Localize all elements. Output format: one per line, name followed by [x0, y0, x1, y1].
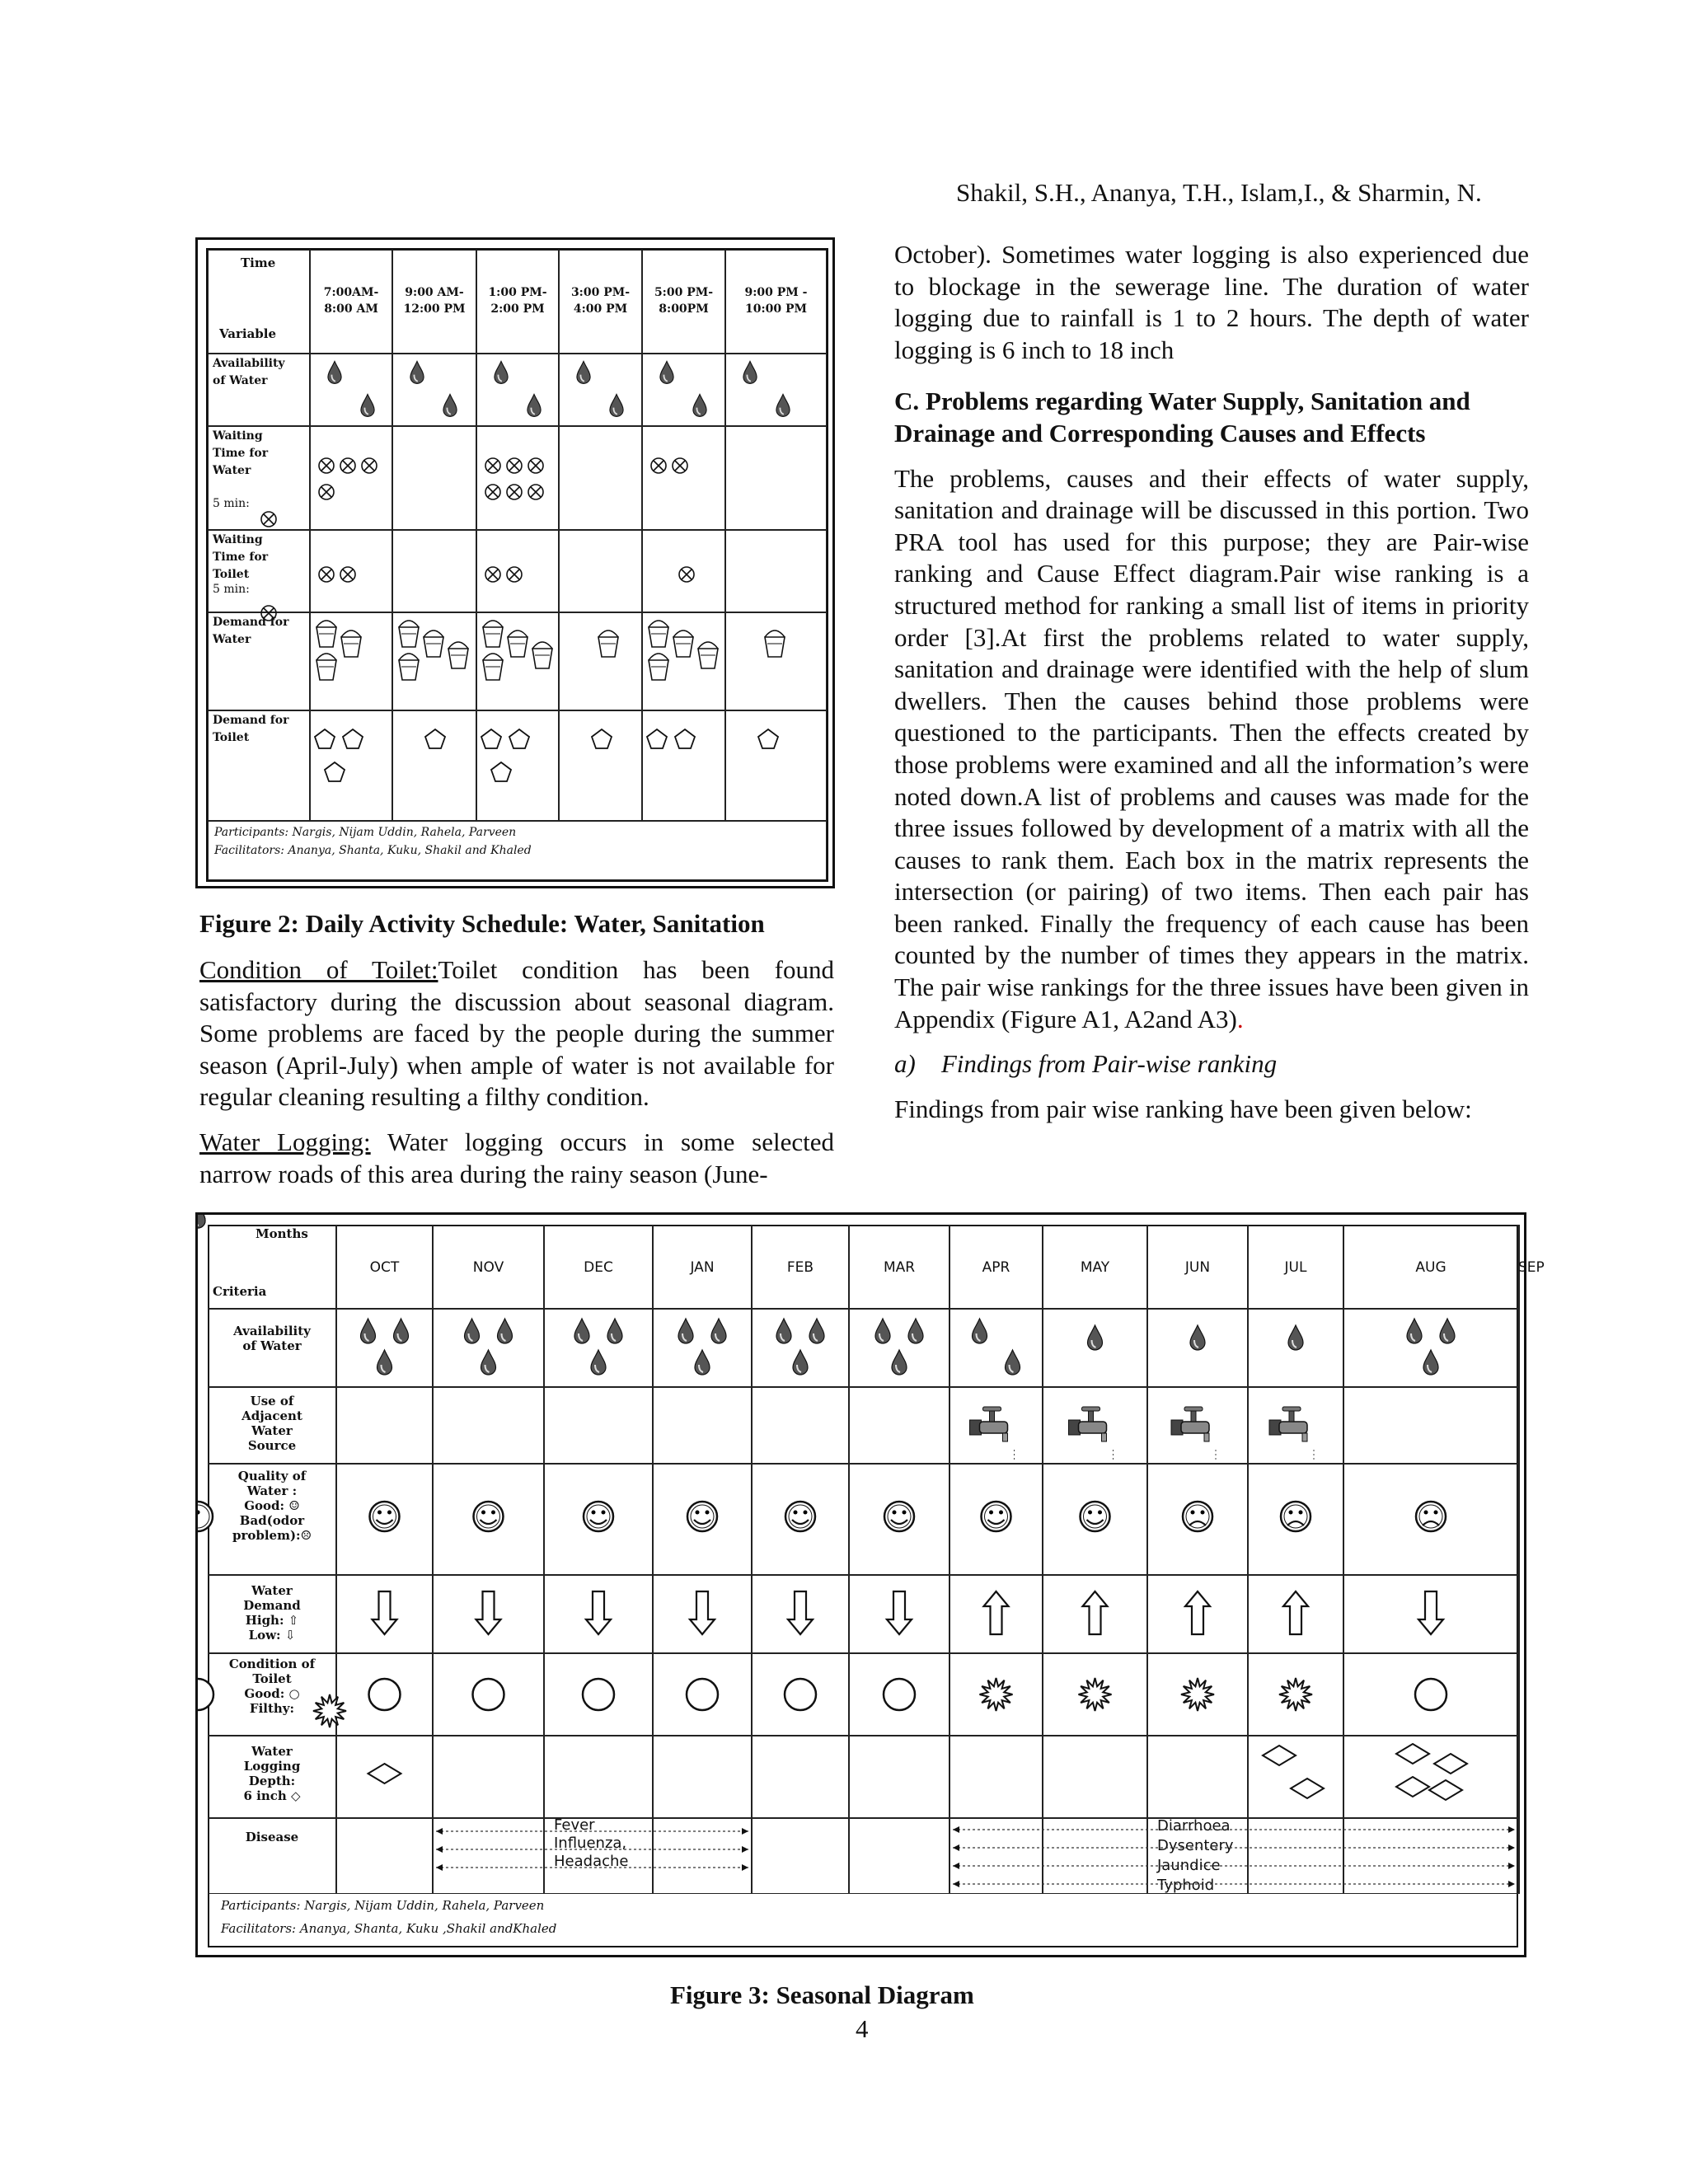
time-unit-icon — [485, 458, 500, 473]
disease-duration-arrow — [953, 1826, 1515, 1833]
fig2-time-header: 1:00 PM- 2:00 PM — [488, 286, 547, 316]
bucket-icon — [483, 621, 503, 647]
bucket-icon — [399, 621, 419, 647]
sad-face-bad-icon — [1416, 1502, 1446, 1531]
left-column-text — [199, 954, 834, 1190]
water-drop-icon — [973, 1319, 987, 1343]
figure-2-caption: Figure 2: Daily Activity Schedule: Water, Sanitation — [199, 909, 765, 938]
water-drop-icon — [574, 1319, 589, 1343]
fig2-row-label: Waiting Time for Toilet — [213, 533, 269, 581]
time-unit-icon — [261, 606, 276, 621]
fig2-time-header: 5:00 PM- 8:00PM — [654, 286, 714, 316]
diamond-water-logging-icon — [1429, 1780, 1462, 1800]
fig2-legend-5min: 5 min: — [213, 583, 250, 596]
disease-duration-arrow — [953, 1844, 1515, 1851]
water-drop-icon — [908, 1319, 923, 1343]
time-unit-icon — [362, 458, 377, 473]
circle-good-toilet-icon — [785, 1679, 816, 1710]
water-drop-icon — [443, 394, 457, 416]
water-drop-icon — [875, 1319, 890, 1343]
burst-filthy-toilet-icon — [313, 1694, 346, 1727]
arrow-up-high-demand-icon — [984, 1591, 1009, 1634]
fig2-corner-time: Time — [241, 255, 276, 270]
fig3-month-nov: NOV — [472, 1259, 504, 1276]
fig3-month-jan: JAN — [690, 1259, 715, 1276]
fig3-participants: Participants: Nargis, Nijam Uddin, Rahela, Parveen — [221, 1898, 545, 1913]
fig3-row-label: Availability of Water — [233, 1324, 311, 1353]
water-drop-icon — [528, 394, 541, 416]
water-drop-icon — [693, 394, 706, 416]
toilet-demand-pentagon-icon — [647, 729, 667, 748]
disease-duration-arrow — [436, 1828, 748, 1835]
paragraph-findings: Findings from pair wise ranking have been given below: — [894, 1094, 1472, 1123]
arrow-down-low-demand-icon — [373, 1591, 397, 1634]
fig3-corner-months: Months — [256, 1226, 308, 1241]
time-unit-icon — [319, 567, 334, 582]
toilet-heading: Condition of Toilet: — [199, 955, 438, 984]
toilet-paragraph — [199, 954, 834, 1113]
time-unit-icon — [528, 458, 543, 473]
toilet-demand-pentagon-icon — [315, 729, 335, 748]
smiley-good-icon — [584, 1502, 613, 1531]
toilet-demand-pentagon-icon — [592, 729, 612, 748]
water-drop-icon — [776, 1319, 791, 1343]
disease-duration-arrow — [953, 1863, 1515, 1869]
fig2-corner-variable: Variable — [219, 326, 277, 341]
diamond-water-logging-icon — [1434, 1754, 1467, 1774]
time-unit-icon — [340, 567, 355, 582]
water-drop-icon — [498, 1319, 513, 1343]
sad-face-bad-icon — [1183, 1502, 1212, 1531]
time-unit-icon — [340, 458, 355, 473]
water-drop-icon — [695, 1350, 710, 1375]
bucket-icon — [649, 621, 668, 647]
bucket-icon — [649, 654, 668, 680]
water-drop-icon — [1440, 1319, 1455, 1343]
arrow-down-low-demand-icon — [476, 1591, 501, 1634]
fig2-participants: Participants: Nargis, Nijam Uddin, Rahela, Parveen — [214, 826, 517, 839]
fig3-month-jun: JUN — [1184, 1259, 1211, 1276]
fig2-icons — [208, 250, 827, 880]
time-unit-icon — [507, 458, 522, 473]
fig3-month-mar: MAR — [883, 1259, 916, 1276]
paragraph-water-logging-cont: October). Sometimes water logging is also experienced due to blockage in the sewerage line. The duration of water logging due to rainfall is 1 to 2 hours. The depth of water logging is 6 inch to 18 inch — [894, 240, 1529, 364]
time-unit-icon — [507, 485, 522, 499]
water-drop-icon — [1288, 1325, 1303, 1350]
bucket-icon — [448, 642, 468, 668]
circle-good-toilet-icon — [473, 1679, 504, 1710]
fig2-row-label: Demand for Water — [213, 616, 289, 646]
fig2-facilitators: Facilitators: Ananya, Shanta, Kuku, Shakil and Khaled — [214, 844, 532, 857]
time-unit-icon — [485, 567, 500, 582]
fig3-row-label: Condition of Toilet Good: ○ Filthy: — [228, 1657, 316, 1716]
subsection-heading-a: a) Findings from Pair-wise ranking — [894, 1049, 1278, 1079]
water-drop-icon — [1006, 1350, 1020, 1375]
fig2-time-header: 9:00 AM- 12:00 PM — [403, 286, 466, 316]
time-unit-icon — [651, 458, 666, 473]
water-drop-icon — [660, 361, 673, 383]
bucket-icon — [424, 630, 443, 657]
water-drop-icon — [361, 394, 374, 416]
water-drop-icon — [1407, 1319, 1422, 1343]
section-heading-c: C. Problems regarding Water Supply, Sanitation and Drainage and Corresponding Causes and Effects — [894, 387, 1470, 448]
water-drop-icon — [793, 1350, 808, 1375]
fig3-month-jul: JUL — [1284, 1259, 1307, 1276]
burst-filthy-toilet-icon — [1279, 1678, 1312, 1711]
toilet-demand-pentagon-icon — [758, 729, 778, 748]
water-tap-icon — [1069, 1407, 1114, 1460]
circle-good-toilet-icon — [1415, 1679, 1447, 1710]
circle-good-toilet-icon — [583, 1679, 614, 1710]
paragraph-problems-period: . — [1236, 1004, 1244, 1033]
water-tap-icon — [1171, 1407, 1216, 1460]
water-drop-icon — [743, 361, 757, 383]
water-drop-icon — [1088, 1325, 1103, 1350]
figure-2-table — [206, 248, 828, 882]
time-unit-icon — [261, 512, 276, 527]
water-drop-icon — [377, 1350, 392, 1375]
fig3-month-may: MAY — [1080, 1259, 1110, 1276]
fig2-time-header: 3:00 PM- 4:00 PM — [570, 286, 631, 316]
water-drop-icon — [328, 361, 341, 383]
arrow-up-high-demand-icon — [1083, 1591, 1108, 1634]
fig3-month-sep: SEP — [1518, 1259, 1545, 1276]
page-number: 4 — [856, 2014, 869, 2043]
burst-filthy-toilet-icon — [1079, 1678, 1112, 1711]
figure-3-caption: Figure 3: Seasonal Diagram — [670, 1980, 974, 2009]
fig2-row-label: Availability of Water — [213, 357, 285, 387]
arrow-down-low-demand-icon — [690, 1591, 715, 1634]
water-tap-icon — [1269, 1407, 1314, 1460]
figure-3-seasonal-diagram — [195, 1212, 1545, 1957]
disease-duration-arrow — [436, 1864, 748, 1871]
water-drop-icon — [610, 394, 623, 416]
water-drop-icon — [465, 1319, 480, 1343]
bucket-icon — [399, 654, 419, 680]
water-drop-icon — [1190, 1325, 1205, 1350]
water-drop-icon — [361, 1319, 376, 1343]
fig3-row-label: Water Logging Depth: 6 inch ◇ — [243, 1744, 301, 1803]
burst-filthy-toilet-icon — [1181, 1678, 1214, 1711]
disease-duration-arrow — [436, 1846, 748, 1853]
toilet-demand-pentagon-icon — [509, 729, 529, 748]
toilet-demand-pentagon-icon — [491, 762, 511, 781]
water-drop-icon — [481, 1350, 496, 1375]
paragraph-problems-text: The problems, causes and their effects of water supply, sanitation and drainage will be discussed in this portion. Two PRA tool has used for this purpose; they are Pair-wise ranking and Cause Effect diagram.Pair wise ranking is a structured method for ranking a small list of items in priority order [3].At first the problems related to water supply, sanitation and drainage were identified with the help of slum dwellers. Then the causes behind those problems were questioned to the participants. Then the effects created by those problems were examined and all the information’s were noted down.A list of problems and causes was made for the three issues followed by development of a matrix with all the causes to rank them. Each box in the matrix represents the intersection (or pairing) of two items. Then each pair has been ranked. Finally the frequency of each cause has been counted by the number of times they appears in the matrix. The pair wise rankings for the three issues have been given in Appendix (Figure A1, A2and A3) — [894, 463, 1529, 1033]
bucket-icon — [316, 621, 336, 647]
toilet-demand-pentagon-icon — [325, 762, 345, 781]
bucket-icon — [698, 642, 718, 668]
bucket-icon — [765, 630, 785, 657]
diamond-water-logging-icon — [1263, 1746, 1296, 1765]
time-unit-icon — [485, 485, 500, 499]
time-unit-icon — [679, 567, 694, 582]
fig3-disease-group-2: Diarrhoea Dysentery Jaundice Typhoid — [1157, 1817, 1234, 1894]
water-drop-icon — [776, 394, 790, 416]
bucket-icon — [341, 630, 361, 657]
toilet-demand-pentagon-icon — [675, 729, 695, 748]
bucket-icon — [483, 654, 503, 680]
fig3-disease-group-1: Fever Influenza, Headache — [554, 1816, 629, 1870]
fig3-month-feb: FEB — [786, 1259, 814, 1276]
fig3-facilitators: Facilitators: Ananya, Shanta, Kuku ,Shakil andKhaled — [221, 1921, 557, 1936]
fig3-month-apr: APR — [982, 1259, 1010, 1276]
smiley-good-icon — [785, 1502, 815, 1531]
bucket-icon — [598, 630, 618, 657]
circle-good-toilet-icon — [884, 1679, 915, 1710]
diamond-water-logging-icon — [1291, 1779, 1324, 1798]
bucket-icon — [673, 630, 693, 657]
time-unit-icon — [319, 485, 334, 499]
diamond-water-logging-icon — [1396, 1777, 1429, 1797]
water-drop-icon — [394, 1319, 409, 1343]
sad-face-bad-icon — [1281, 1502, 1311, 1531]
smiley-good-icon — [370, 1502, 400, 1531]
paragraph-problems — [894, 463, 1529, 1036]
fig2-row-label: Demand for Toilet — [213, 714, 289, 744]
smiley-good-icon — [198, 1502, 213, 1531]
water-drop-icon — [678, 1319, 693, 1343]
smiley-good-icon — [687, 1502, 717, 1531]
bucket-icon — [532, 642, 552, 668]
bucket-icon — [316, 654, 336, 680]
fig3-month-dec: DEC — [584, 1259, 613, 1276]
right-column-text — [894, 239, 1529, 1125]
circle-good-toilet-icon — [369, 1679, 401, 1710]
arrow-up-high-demand-icon — [1283, 1591, 1308, 1634]
circle-good-toilet-icon — [687, 1679, 718, 1710]
fig2-time-header: 9:00 PM - 10:00 PM — [744, 286, 808, 316]
fig3-row-label: Use of Adjacent Water Source — [241, 1394, 302, 1453]
smiley-good-icon — [474, 1502, 504, 1531]
time-unit-icon — [319, 458, 334, 473]
water-drop-icon — [607, 1319, 622, 1343]
water-tap-icon — [970, 1407, 1015, 1460]
fig3-row-label: Water Demand High: ⇧ Low: ⇩ — [243, 1583, 301, 1643]
fig3-row-label: Disease — [245, 1830, 299, 1844]
water-drop-icon — [892, 1350, 907, 1375]
fig2-time-header: 7:00AM- 8:00 AM — [323, 286, 379, 316]
running-header: Shakil, S.H., Ananya, T.H., Islam,I., & Sharmin, N. — [956, 178, 1482, 207]
fig3-month-aug: AUG — [1415, 1259, 1447, 1276]
water-drop-icon — [711, 1319, 726, 1343]
logging-paragraph — [199, 1127, 834, 1190]
bucket-icon — [508, 630, 528, 657]
arrow-down-low-demand-icon — [1418, 1591, 1443, 1634]
legend-filthy-icon — [313, 1694, 346, 1727]
time-unit-icon — [507, 567, 522, 582]
smiley-good-icon — [884, 1502, 914, 1531]
burst-filthy-toilet-icon — [980, 1678, 1013, 1711]
arrow-down-low-demand-icon — [887, 1591, 912, 1634]
logging-heading: Water Logging: — [199, 1127, 371, 1156]
disease-duration-arrow — [953, 1881, 1515, 1887]
water-drop-icon — [591, 1350, 606, 1375]
fig2-legend-5min: 5 min: — [213, 497, 250, 510]
logging-text: Water logging occurs in some selected narrow roads of this area during the rainy season (June- — [199, 1127, 834, 1188]
diamond-water-logging-icon — [1396, 1744, 1429, 1764]
water-drop-icon — [1423, 1350, 1438, 1375]
fig3-row-label: Quality of Water : Good: ☺ Bad(odor problem):☹ — [232, 1469, 312, 1543]
fig3-month-oct: OCT — [369, 1259, 400, 1276]
toilet-demand-pentagon-icon — [343, 729, 363, 748]
fig2-row-label: Waiting Time for Water — [213, 429, 269, 477]
fig3-corner-criteria: Criteria — [213, 1284, 267, 1299]
water-drop-icon — [809, 1319, 824, 1343]
circle-good-toilet-icon — [198, 1679, 213, 1710]
toilet-demand-pentagon-icon — [481, 729, 501, 748]
smiley-good-icon — [982, 1502, 1011, 1531]
figure-2-daily-activity-schedule — [195, 237, 835, 888]
arrow-down-low-demand-icon — [788, 1591, 813, 1634]
time-unit-icon — [528, 485, 543, 499]
arrow-up-high-demand-icon — [1185, 1591, 1210, 1634]
water-drop-icon — [577, 361, 590, 383]
water-drop-icon — [410, 361, 424, 383]
water-drop-icon — [495, 361, 508, 383]
toilet-demand-pentagon-icon — [425, 729, 445, 748]
arrow-down-low-demand-icon — [586, 1591, 611, 1634]
fig3-icons — [198, 1215, 1529, 1960]
time-unit-icon — [673, 458, 687, 473]
toilet-text: Toilet condition has been found satisfactory during the discussion about seasonal diagram. Some problems are faced by the people during the summer season (April-July) when ample of water is not available for regular cleaning resulting a filthy condition. — [199, 955, 834, 1112]
smiley-good-icon — [1081, 1502, 1110, 1531]
diamond-water-logging-icon — [368, 1764, 401, 1783]
water-drop-icon — [198, 1215, 205, 1228]
